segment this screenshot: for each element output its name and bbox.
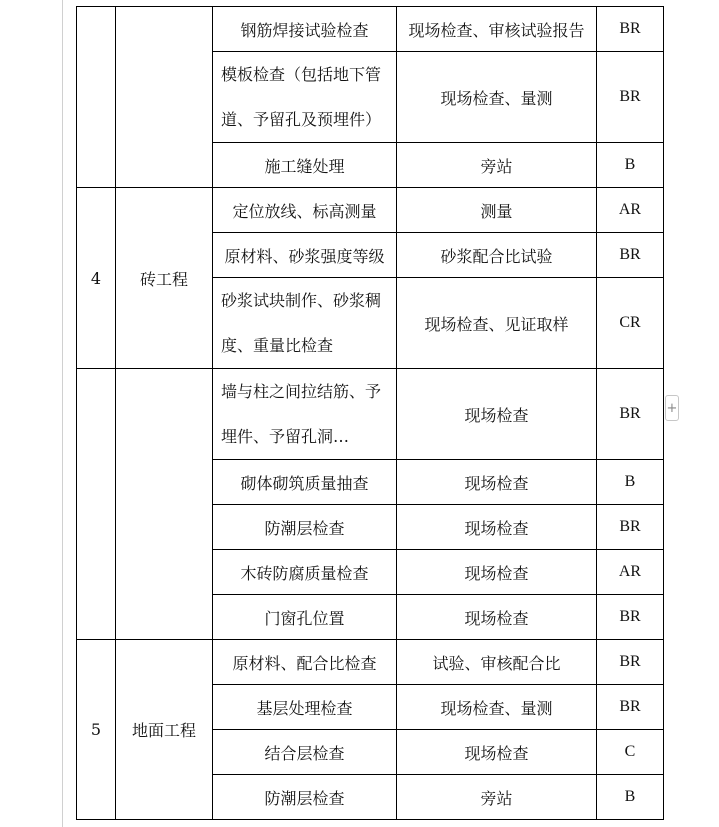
check-item-cell: 防潮层检查 [213, 505, 397, 550]
check-item-cell: 防潮层检查 [213, 775, 397, 820]
check-method-cell: 现场检查 [397, 550, 597, 595]
grade-cell: CR [597, 278, 664, 369]
check-item-cell: 砌体砌筑质量抽查 [213, 460, 397, 505]
project-name-cell [116, 369, 213, 640]
grade-cell: AR [597, 188, 664, 233]
check-method-cell: 旁站 [397, 775, 597, 820]
check-method-cell: 旁站 [397, 143, 597, 188]
check-method-cell: 现场检查 [397, 730, 597, 775]
item-number-cell: 5 [77, 640, 116, 820]
check-item-cell: 基层处理检查 [213, 685, 397, 730]
table-row [77, 369, 664, 460]
grade-cell: BR [597, 640, 664, 685]
grade-cell: C [597, 730, 664, 775]
grade-cell: B [597, 143, 664, 188]
project-name-cell: 砖工程 [116, 188, 213, 369]
add-row-button[interactable]: + [665, 395, 679, 421]
item-number-cell [77, 369, 116, 640]
project-name-cell: 地面工程 [116, 640, 213, 820]
check-item-cell: 原材料、配合比检查 [213, 640, 397, 685]
grade-cell: AR [597, 550, 664, 595]
check-method-cell: 现场检查 [397, 369, 597, 460]
check-item-cell: 原材料、砂浆强度等级 [213, 233, 397, 278]
grade-cell: BR [597, 369, 664, 460]
check-item-cell: 钢筋焊接试验检查 [213, 7, 397, 52]
grade-cell: BR [597, 685, 664, 730]
check-item-cell: 模板检查（包括地下管道、予留孔及预埋件） [213, 52, 397, 143]
check-method-cell: 砂浆配合比试验 [397, 233, 597, 278]
table-row [77, 188, 664, 233]
check-item-cell: 木砖防腐质量检查 [213, 550, 397, 595]
check-item-cell: 门窗孔位置 [213, 595, 397, 640]
grade-cell: BR [597, 52, 664, 143]
check-method-cell: 现场检查 [397, 505, 597, 550]
check-item-cell: 定位放线、标高测量 [213, 188, 397, 233]
check-item-cell: 施工缝处理 [213, 143, 397, 188]
check-method-cell: 现场检查 [397, 595, 597, 640]
project-name-cell [116, 7, 213, 188]
check-method-cell: 测量 [397, 188, 597, 233]
table-row [77, 640, 664, 685]
check-method-cell: 试验、审核配合比 [397, 640, 597, 685]
item-number-cell: 4 [77, 188, 116, 369]
grade-cell: B [597, 460, 664, 505]
check-method-cell: 现场检查、审核试验报告 [397, 7, 597, 52]
grade-cell: BR [597, 233, 664, 278]
table-row [77, 7, 664, 52]
check-item-cell: 墙与柱之间拉结筋、予埋件、予留孔洞… [213, 369, 397, 460]
check-method-cell: 现场检查、量测 [397, 52, 597, 143]
check-item-cell: 砂浆试块制作、砂浆稠度、重量比检查 [213, 278, 397, 369]
grade-cell: BR [597, 595, 664, 640]
page-left-edge [62, 0, 63, 827]
check-method-cell: 现场检查、见证取样 [397, 278, 597, 369]
check-method-cell: 现场检查、量测 [397, 685, 597, 730]
inspection-table [76, 6, 664, 820]
grade-cell: BR [597, 7, 664, 52]
check-method-cell: 现场检查 [397, 460, 597, 505]
grade-cell: B [597, 775, 664, 820]
grade-cell: BR [597, 505, 664, 550]
check-item-cell: 结合层检查 [213, 730, 397, 775]
item-number-cell [77, 7, 116, 188]
